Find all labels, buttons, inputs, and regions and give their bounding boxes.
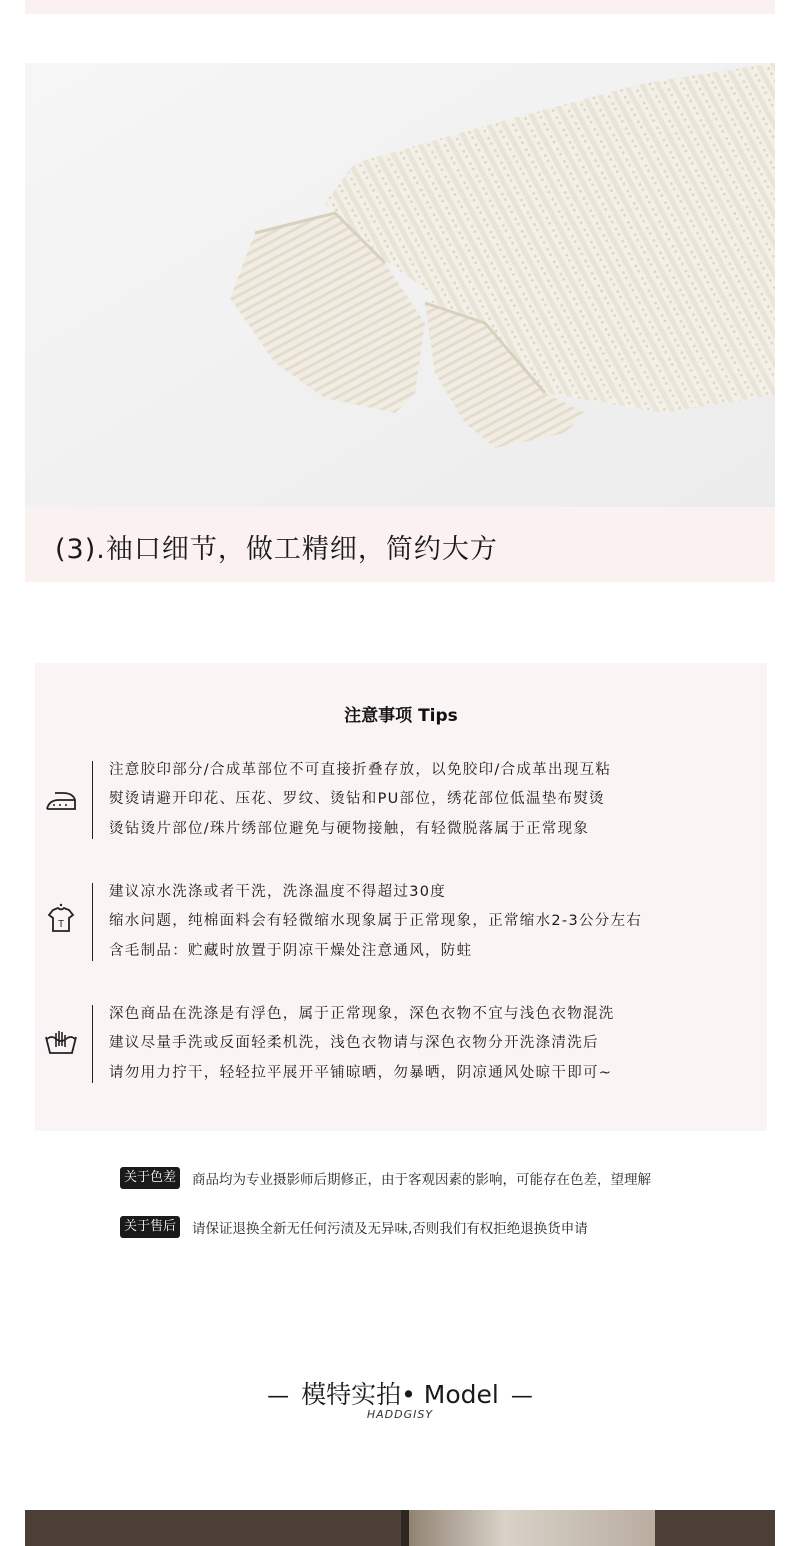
tip-divider bbox=[92, 761, 93, 839]
tip-line: 熨烫请避开印花、压花、罗纹、烫钻和PU部位，绣花部位低温垫布熨烫 bbox=[109, 791, 605, 807]
model-section-heading bbox=[0, 1375, 800, 1411]
tip-line: 建议凉水洗涤或者干洗，洗涤温度不得超过30度 bbox=[109, 884, 447, 900]
note-badge: 关于售后 bbox=[120, 1216, 180, 1238]
door-frame bbox=[401, 1510, 409, 1546]
tip-divider bbox=[92, 883, 93, 961]
heading-dash-left: — bbox=[267, 1384, 290, 1409]
after-sales-note bbox=[120, 1215, 588, 1239]
tip-line: 含毛制品：贮藏时放置于阴凉干燥处注意通风，防蛀 bbox=[109, 943, 473, 959]
tip-divider bbox=[92, 1005, 93, 1083]
note-text: 请保证退换全新无任何污渍及无异味,否则我们有权拒绝退换货申请 bbox=[192, 1221, 588, 1237]
tip-line: 注意胶印部分/合成革部位不可直接折叠存放，以免胶印/合成革出现互粘 bbox=[109, 762, 612, 778]
detail-caption: (3).袖口细节，做工精细，简约大方 bbox=[55, 534, 498, 565]
heading-dash-right: — bbox=[510, 1384, 533, 1409]
tip-line: 烫钻烫片部位/珠片绣部位避免与硬物接触，有轻微脱落属于正常现象 bbox=[109, 821, 590, 837]
top-banner-strip bbox=[25, 0, 775, 14]
hand-wash-icon bbox=[43, 1023, 79, 1059]
window-light bbox=[405, 1510, 655, 1546]
svg-text:T: T bbox=[57, 919, 65, 930]
care-tips-card bbox=[35, 663, 767, 1131]
tip-line: 请勿用力拧干，轻轻拉平展开平铺晾晒，勿暴晒，阴凉通风处晾干即可~ bbox=[109, 1065, 613, 1081]
tip-line: 建议尽量手洗或反面轻柔机洗，浅色衣物请与深色衣物分开洗涤清洗后 bbox=[109, 1035, 599, 1051]
color-difference-note bbox=[120, 1166, 651, 1190]
detail-caption-box bbox=[25, 507, 775, 582]
knit-sleeve-illustration bbox=[25, 63, 775, 507]
tip-line: 深色商品在洗涤是有浮色，属于正常现象，深色衣物不宜与浅色衣物混洗 bbox=[109, 1006, 615, 1022]
note-badge: 关于色差 bbox=[120, 1167, 180, 1189]
iron-icon bbox=[43, 783, 79, 819]
note-text: 商品均为专业摄影师后期修正，由于客观因素的影响，可能存在色差，望理解 bbox=[192, 1172, 652, 1188]
tip-line: 缩水问题，纯棉面料会有轻微缩水现象属于正常现象，正常缩水2-3公分左右 bbox=[109, 913, 643, 929]
model-heading-text: 模特实拍• Model bbox=[301, 1380, 499, 1409]
sleeve-cuff-photo bbox=[25, 63, 775, 507]
shirt-tag-icon bbox=[43, 901, 79, 937]
brand-name: HADDGISY bbox=[366, 1408, 434, 1421]
model-photo-top bbox=[25, 1510, 775, 1546]
tips-title: 注意事项 Tips bbox=[344, 706, 458, 726]
